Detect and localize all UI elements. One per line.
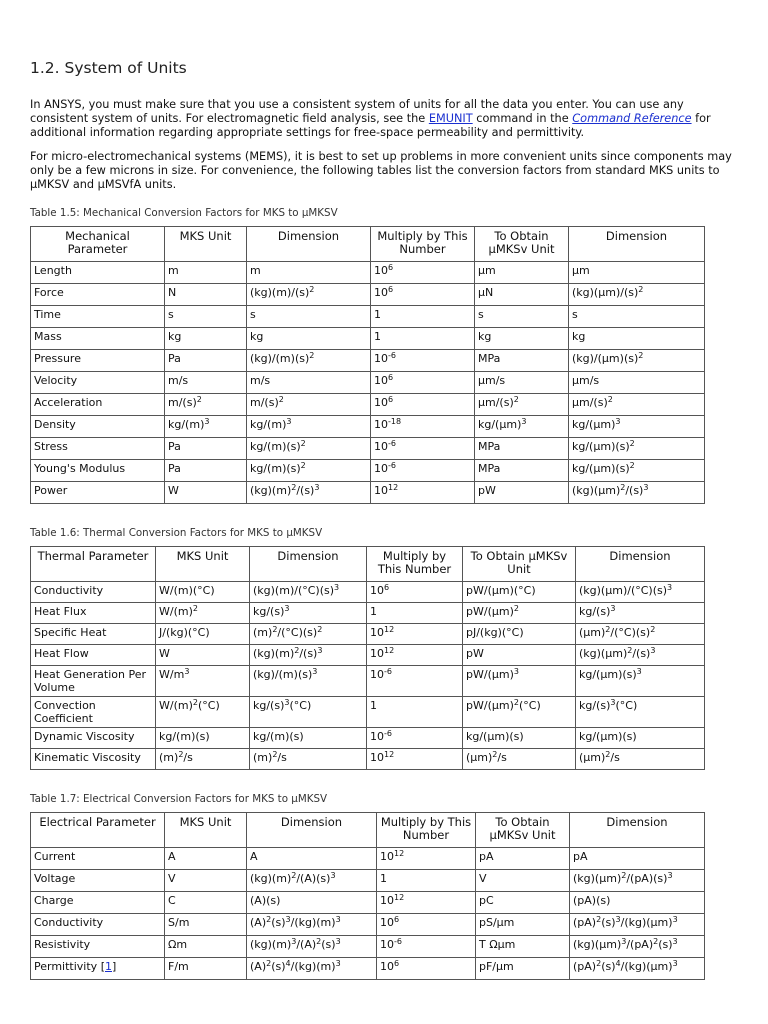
command-reference-link[interactable]: Command Reference xyxy=(572,112,692,125)
table-row xyxy=(31,870,705,892)
table-cell: $(kg)(m)^3/(A)^2(s)^3$ xyxy=(247,936,377,958)
column-header: Dimension xyxy=(570,813,705,848)
table-cell: pJ/(kg)(°C) xyxy=(463,624,576,645)
table-cell: $(kg)(m)/(s)^2$ xyxy=(247,284,371,306)
table-cell: W/(m)(°C) xyxy=(156,582,250,603)
table-cell: $kg/(m)(s)^2$ xyxy=(247,460,371,482)
table-row xyxy=(31,892,705,914)
table-cell: W xyxy=(156,645,250,666)
table-cell: $kg/(s)^3(^\circ C)$ xyxy=(576,697,705,728)
table-cell: $kg/(s)^3(^\circ C)$ xyxy=(250,697,367,728)
table-cell: $10^{12}$ xyxy=(377,892,476,914)
table-cell: Velocity xyxy=(31,372,165,394)
table-cell: $kg/(m)^3$ xyxy=(247,416,371,438)
table-cell: Permittivity [1] xyxy=(31,958,165,980)
table-cell: $(kg)(\mu m)^2/(s)^3$ xyxy=(576,645,705,666)
table-cell: s xyxy=(247,306,371,328)
table-cell: $W/(m)^2$ xyxy=(156,603,250,624)
table-cell: $kg/(s)^3$ xyxy=(250,603,367,624)
table-cell: $10^{-6}$ xyxy=(371,350,475,372)
table-cell: $10^6$ xyxy=(377,958,476,980)
intro-text-1: In ANSYS, you must make sure that you use a consistent system of units for all the data you enter. You can use any consistent system of units. For electromagnetic field analysis, see the xyxy=(30,98,684,125)
table-cell: S/m xyxy=(165,914,247,936)
column-header: MKS Unit xyxy=(156,547,250,582)
table-cell: pS/μm xyxy=(476,914,570,936)
table-cell: $kg/(\mu m)^3$ xyxy=(569,416,705,438)
table-cell: $kg/(\mu m)(s)^2$ xyxy=(569,460,705,482)
table-cell: $\mu m/(s)^2$ xyxy=(569,394,705,416)
mechanical-table xyxy=(30,226,705,504)
table-cell: $10^{12}$ xyxy=(367,624,463,645)
table-cell: $(kg)/(m)(s)^3$ xyxy=(250,666,367,697)
table-row xyxy=(31,284,705,306)
table-cell: (pA)(s) xyxy=(570,892,705,914)
table-cell: (A)(s) xyxy=(247,892,377,914)
table-cell: $(\mu m)^2/s$ xyxy=(463,749,576,770)
table-row xyxy=(31,372,705,394)
table-cell: Mass xyxy=(31,328,165,350)
mems-paragraph: For micro-electromechanical systems (MEMS), it is best to set up problems in more convenient units since components may only be a few microns in size. For convenience, the following tables list the conversion factors from standard MKS units to μMKSV and μMSVfA units. xyxy=(30,150,732,191)
table-cell: $(kg)/(\mu m)(s)^2$ xyxy=(569,350,705,372)
column-header: Mechanical Parameter xyxy=(31,227,165,262)
table-cell: kg/(m)(s) xyxy=(156,728,250,749)
table-row xyxy=(31,603,705,624)
table-cell: pA xyxy=(570,848,705,870)
table-cell: $kg/(\mu m)(s)^2$ xyxy=(569,438,705,460)
table-cell: V xyxy=(165,870,247,892)
table-cell: 1 xyxy=(367,697,463,728)
table-cell: s xyxy=(475,306,569,328)
table-row xyxy=(31,582,705,603)
table-cell: m/s xyxy=(247,372,371,394)
table-cell: $(m)^2/s$ xyxy=(250,749,367,770)
table-cell: $(pA)^2(s)^3/(kg)(\mu m)^3$ xyxy=(570,914,705,936)
table-cell: $10^{12}$ xyxy=(377,848,476,870)
table-cell: m xyxy=(247,262,371,284)
table-cell: Resistivity xyxy=(31,936,165,958)
page-clip xyxy=(0,1003,768,1024)
table-row xyxy=(31,394,705,416)
table-cell: $\mu m/(s)^2$ xyxy=(475,394,569,416)
column-header: MKS Unit xyxy=(165,227,247,262)
table-cell: Heat Flow xyxy=(31,645,156,666)
table-cell: pW/(μm)(°C) xyxy=(463,582,576,603)
table-cell: $(kg)(m)^2/(A)(s)^3$ xyxy=(247,870,377,892)
table-cell: s xyxy=(165,306,247,328)
table-cell: $10^6$ xyxy=(371,284,475,306)
table-cell: $10^{-6}$ xyxy=(367,728,463,749)
emunit-link[interactable]: EMUNIT xyxy=(428,112,473,125)
table-row xyxy=(31,262,705,284)
table-cell: $(A)^2(s)^4/(kg)(m)^3$ xyxy=(247,958,377,980)
table-cell: m/s xyxy=(165,372,247,394)
table-row xyxy=(31,936,705,958)
table-cell: $(pA)^2(s)^4/(kg)(\mu m)^3$ xyxy=(570,958,705,980)
table-cell: Power xyxy=(31,482,165,504)
table-cell: A xyxy=(247,848,377,870)
table-cell: $kg/(m)^3$ xyxy=(165,416,247,438)
table-row xyxy=(31,728,705,749)
table-cell: Specific Heat xyxy=(31,624,156,645)
table-header-row xyxy=(31,547,705,582)
table-cell: $10^{-6}$ xyxy=(371,438,475,460)
table-cell: $10^{-6}$ xyxy=(377,936,476,958)
table-cell: 1 xyxy=(371,306,475,328)
table-cell: $10^6$ xyxy=(371,262,475,284)
table-cell: pF/μm xyxy=(476,958,570,980)
table-cell: $10^6$ xyxy=(377,914,476,936)
table-cell: m xyxy=(165,262,247,284)
column-header: To Obtain μMKSv Unit xyxy=(475,227,569,262)
table-cell: pC xyxy=(476,892,570,914)
table-cell: kg/(m)(s) xyxy=(250,728,367,749)
column-header: Multiply by This Number xyxy=(367,547,463,582)
table-cell: $(kg)(m)^2/(s)^3$ xyxy=(250,645,367,666)
table-cell: $(kg)(\mu m)^2/(pA)(s)^3$ xyxy=(570,870,705,892)
table-cell: F/m xyxy=(165,958,247,980)
table-row xyxy=(31,749,705,770)
table-cell: Acceleration xyxy=(31,394,165,416)
column-header: To Obtain μMKSv Unit xyxy=(463,547,576,582)
table-row xyxy=(31,460,705,482)
table-cell: MPa xyxy=(475,438,569,460)
table-row xyxy=(31,306,705,328)
table-cell: $(\mu m)^2/s$ xyxy=(576,749,705,770)
table-cell: Dynamic Viscosity xyxy=(31,728,156,749)
table-cell: $10^{-6}$ xyxy=(371,460,475,482)
table-cell: $10^{12}$ xyxy=(371,482,475,504)
table-cell: Ωm xyxy=(165,936,247,958)
table-cell: $(m)^2/s$ xyxy=(156,749,250,770)
intro-text-2: command in the xyxy=(472,112,573,125)
table-cell: $(A)^2(s)^3/(kg)(m)^3$ xyxy=(247,914,377,936)
table-cell: $(kg)(\mu m)/(s)^2$ xyxy=(569,284,705,306)
table-cell: MPa xyxy=(475,460,569,482)
table-cell: s xyxy=(569,306,705,328)
table-cell: $10^{12}$ xyxy=(367,749,463,770)
table-cell: 1 xyxy=(371,328,475,350)
page-title: 1.2. System of Units xyxy=(30,59,187,77)
table-cell: $(kg)(\mu m)^2/(s)^3$ xyxy=(569,482,705,504)
table-row xyxy=(31,350,705,372)
table-row xyxy=(31,914,705,936)
table-cell: $W/(m)^2(^\circ C)$ xyxy=(156,697,250,728)
column-header: Dimension xyxy=(247,227,371,262)
table-row xyxy=(31,328,705,350)
table-cell: C xyxy=(165,892,247,914)
table-row xyxy=(31,645,705,666)
table-cell: kg xyxy=(569,328,705,350)
table-cell: $10^6$ xyxy=(367,582,463,603)
column-header: Dimension xyxy=(576,547,705,582)
table-cell: Kinematic Viscosity xyxy=(31,749,156,770)
table-header-row xyxy=(31,227,705,262)
table-row xyxy=(31,697,705,728)
table-cell: $(kg)/(m)(s)^2$ xyxy=(247,350,371,372)
table-cell: Convection Coefficient xyxy=(31,697,156,728)
intro-text-3: for additional information regarding appropriate settings for free-space permeability and permittivity. xyxy=(30,112,711,139)
table-cell: pW xyxy=(463,645,576,666)
table-cell: μm xyxy=(569,262,705,284)
table-caption-thermal: Table 1.6: Thermal Conversion Factors for MKS to μMKSV xyxy=(30,527,323,539)
table-cell: Force xyxy=(31,284,165,306)
table-cell: N xyxy=(165,284,247,306)
table-caption-mechanical: Table 1.5: Mechanical Conversion Factors for MKS to μMKSV xyxy=(30,207,338,219)
table-cell: W xyxy=(165,482,247,504)
table-cell: kg xyxy=(247,328,371,350)
column-header: Electrical Parameter xyxy=(31,813,165,848)
table-caption-electrical: Table 1.7: Electrical Conversion Factors for MKS to μMKSV xyxy=(30,793,328,805)
table-cell: $(kg)(m)/(^\circ C)(s)^3$ xyxy=(250,582,367,603)
table-row xyxy=(31,666,705,697)
table-cell: kg/(μm)(s) xyxy=(463,728,576,749)
table-cell: $(\mu m)^2/(^\circ C)(s)^2$ xyxy=(576,624,705,645)
table-cell: Density xyxy=(31,416,165,438)
table-header-row xyxy=(31,813,705,848)
column-header: Dimension xyxy=(250,547,367,582)
column-header: MKS Unit xyxy=(165,813,247,848)
table-cell: Conductivity xyxy=(31,914,165,936)
table-cell: 1 xyxy=(367,603,463,624)
table-cell: J/(kg)(°C) xyxy=(156,624,250,645)
table-cell: pW xyxy=(475,482,569,504)
thermal-table xyxy=(30,546,705,770)
table-cell: $pW/(\mu m)^3$ xyxy=(463,666,576,697)
table-cell: $(m)^2/(^\circ C)(s)^2$ xyxy=(250,624,367,645)
table-cell: Heat Flux xyxy=(31,603,156,624)
table-cell: 1 xyxy=(377,870,476,892)
table-cell: MPa xyxy=(475,350,569,372)
column-header: Dimension xyxy=(569,227,705,262)
intro-paragraph xyxy=(30,98,738,140)
table-cell: Pa xyxy=(165,460,247,482)
table-cell: Voltage xyxy=(31,870,165,892)
table-cell: $m/(s)^2$ xyxy=(247,394,371,416)
table-cell: $10^{-18}$ xyxy=(371,416,475,438)
column-header: Multiply by This Number xyxy=(371,227,475,262)
table-cell: $kg/(s)^3$ xyxy=(576,603,705,624)
table-cell: $kg/(\mu m)^3$ xyxy=(475,416,569,438)
table-cell: A xyxy=(165,848,247,870)
table-row xyxy=(31,438,705,460)
table-cell: $10^6$ xyxy=(371,394,475,416)
table-cell: Conductivity xyxy=(31,582,156,603)
table-cell: $kg/(\mu m)(s)^3$ xyxy=(576,666,705,697)
table-cell: μm/s xyxy=(569,372,705,394)
table-cell: $kg/(m)(s)^2$ xyxy=(247,438,371,460)
table-cell: Stress xyxy=(31,438,165,460)
table-cell: Young's Modulus xyxy=(31,460,165,482)
table-cell: $W/m^3$ xyxy=(156,666,250,697)
table-row xyxy=(31,416,705,438)
table-cell: $(kg)(\mu m)^3/(pA)^2(s)^3$ xyxy=(570,936,705,958)
table-cell: μm/s xyxy=(475,372,569,394)
table-cell: $pW/(\mu m)^2(^\circ C)$ xyxy=(463,697,576,728)
table-cell: Pa xyxy=(165,438,247,460)
table-cell: pA xyxy=(476,848,570,870)
table-cell: kg/(μm)(s) xyxy=(576,728,705,749)
table-cell: $(kg)(m)^2/(s)^3$ xyxy=(247,482,371,504)
table-cell: $(kg)(\mu m)/(^\circ C)(s)^3$ xyxy=(576,582,705,603)
column-header: To Obtain μMKSv Unit xyxy=(476,813,570,848)
table-cell: V xyxy=(476,870,570,892)
table-cell: $pW/(\mu m)^2$ xyxy=(463,603,576,624)
table-row xyxy=(31,624,705,645)
table-cell: μm xyxy=(475,262,569,284)
table-cell: $10^{-6}$ xyxy=(367,666,463,697)
column-header: Multiply by This Number xyxy=(377,813,476,848)
column-header: Thermal Parameter xyxy=(31,547,156,582)
table-cell: Pressure xyxy=(31,350,165,372)
table-cell: $m/(s)^2$ xyxy=(165,394,247,416)
table-cell: kg xyxy=(165,328,247,350)
table-cell: Current xyxy=(31,848,165,870)
table-cell: Charge xyxy=(31,892,165,914)
table-cell: Heat Generation Per Volume xyxy=(31,666,156,697)
table-cell: $10^{12}$ xyxy=(367,645,463,666)
table-cell: Pa xyxy=(165,350,247,372)
footnote-link[interactable]: 1 xyxy=(104,960,112,973)
table-row xyxy=(31,848,705,870)
column-header: Dimension xyxy=(247,813,377,848)
table-cell: kg xyxy=(475,328,569,350)
electrical-table xyxy=(30,812,705,980)
table-cell: Time xyxy=(31,306,165,328)
table-cell: $10^6$ xyxy=(371,372,475,394)
table-cell: T Ωμm xyxy=(476,936,570,958)
table-row xyxy=(31,482,705,504)
table-cell: Length xyxy=(31,262,165,284)
table-row xyxy=(31,958,705,980)
table-cell: μN xyxy=(475,284,569,306)
